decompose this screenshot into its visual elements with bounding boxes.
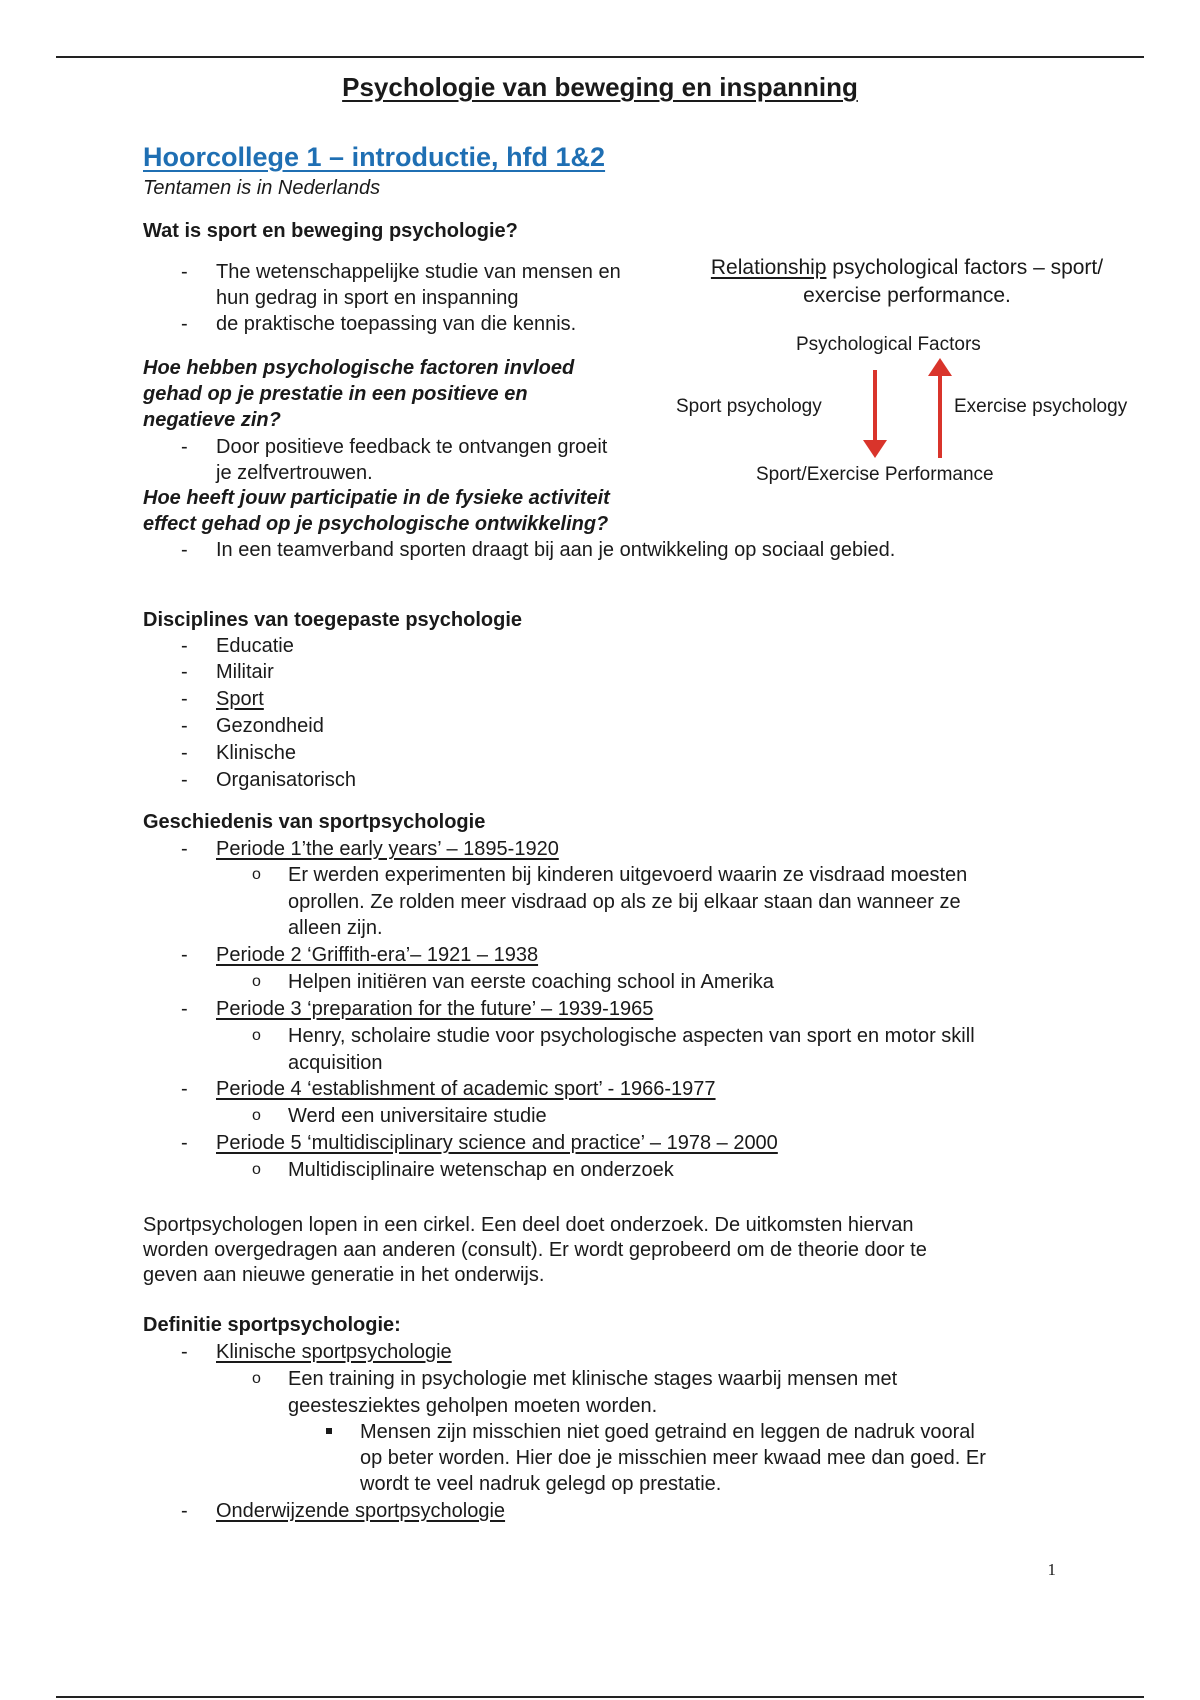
period-4: Periode 4 ‘establishment of academic sport’ - 1966-1977 [216,1078,716,1100]
figure-caption-rest: psychological factors – sport/ [826,256,1104,279]
discipline-item: Gezondheid [216,715,324,737]
period-1-detail-line-2: oprollen. Ze rolden meer visdraad op als ze bij elkaar staan dan wanneer ze [288,891,961,913]
figure-label-psychological-factors: Psychological Factors [796,334,981,355]
q2-bullet-line-2: je zelfvertrouwen. [216,462,373,484]
definition-item-1-sub-line-2: op beter worden. Hier doe je misschien meer kwaad mee dan goed. Er [360,1447,986,1469]
period-3-detail-line-2: acquisition [288,1052,383,1074]
q1-bullet-2: de praktische toepassing van die kennis. [216,313,577,335]
page-number: 1 [1047,1560,1056,1579]
arrow-down-icon [863,370,887,458]
figure-label-performance: Sport/Exercise Performance [756,464,994,485]
circle-bullet-icon: o [252,866,261,883]
q3-line-1: Hoe heeft jouw participatie in de fysieke activiteit [143,487,610,509]
definition-heading: Definitie sportpsychologie: [143,1314,401,1336]
definition-item-2: Onderwijzende sportpsychologie [216,1500,506,1522]
square-bullet-icon [326,1428,332,1434]
figure-label-exercise-psychology: Exercise psychology [954,396,1128,417]
q1-bullet-1-line-1: The wetenschappelijke studie van mensen en [216,261,621,283]
figure-label-sport-psychology: Sport psychology [676,396,822,417]
circle-bullet-icon: o [252,1161,261,1178]
q2-line-3: negatieve zin? [143,409,281,431]
definition-item-1-detail-line-2: geestesziektes geholpen moeten worden. [288,1395,658,1417]
dash-bullet: - [181,1078,188,1100]
dash-bullet: - [181,715,188,737]
period-1-detail-line-1: Er werden experimenten bij kinderen uitgevoerd waarin ze visdraad moesten [288,864,968,886]
lecture-note: Tentamen is in Nederlands [143,177,381,199]
period-2-detail: Helpen initiëren van eerste coaching school in Amerika [288,971,774,993]
disciplines-heading: Disciplines van toegepaste psychologie [143,609,523,631]
circle-bullet-icon: o [252,1107,261,1124]
dash-bullet: - [181,661,188,683]
figure-caption-line-2: exercise performance. [803,284,1011,307]
dash-bullet: - [181,1500,188,1522]
discipline-item: Educatie [216,635,294,657]
top-rule [56,56,1144,58]
discipline-item: Klinische [216,742,297,764]
dash-bullet: - [181,998,188,1020]
circle-bullet-icon: o [252,1370,261,1387]
period-4-detail: Werd een universitaire studie [288,1105,547,1127]
figure-caption-underlined: Relationship [710,256,827,279]
circle-bullet-icon: o [252,973,261,990]
dash-bullet: - [181,313,188,335]
dash-bullet: - [181,436,188,458]
bottom-rule [56,1696,1144,1698]
q2-line-2: gehad op je prestatie in een positieve en [143,383,528,405]
period-1: Periode 1’the early years’ – 1895-1920 [216,838,559,860]
q3-bullet: In een teamverband sporten draagt bij aan je ontwikkeling op sociaal gebied. [216,539,896,561]
dash-bullet: - [181,539,188,561]
dash-bullet: - [181,944,188,966]
period-5: Periode 5 ‘multidisciplinary science and practice’ – 1978 – 2000 [216,1132,778,1154]
q2-bullet-line-1: Door positieve feedback te ontvangen groeit [216,436,608,458]
discipline-item: Militair [216,661,274,683]
definition-item-1-detail-line-1: Een training in psychologie met klinische stages waarbij mensen met [288,1368,898,1390]
dash-bullet: - [181,635,188,657]
period-1-detail-line-3: alleen zijn. [288,917,383,939]
dash-bullet: - [181,261,188,283]
lecture-heading: Hoorcollege 1 – introductie, hfd 1&2 [143,142,606,172]
dash-bullet: - [181,769,188,791]
paragraph-line-3: geven aan nieuwe generatie in het onderwijs. [143,1264,545,1286]
period-3-detail-line-1: Henry, scholaire studie voor psychologische aspecten van sport en motor skill [288,1025,975,1047]
dash-bullet: - [181,1132,188,1154]
definition-item-1-sub-line-1: Mensen zijn misschien niet goed getraind en leggen de nadruk vooral [360,1421,975,1443]
dash-bullet: - [181,688,188,710]
q3-line-2: effect gehad op je psychologische ontwikkeling? [143,513,609,535]
definition-item-1-sub-line-3: wordt te veel nadruk gelegd op prestatie. [360,1473,722,1495]
period-5-detail: Multidisciplinaire wetenschap en onderzoek [288,1159,674,1181]
definition-item-1: Klinische sportpsychologie [216,1341,452,1363]
period-3: Periode 3 ‘preparation for the future’ – 1939-1965 [216,998,654,1020]
dash-bullet: - [181,1341,188,1363]
relationship-figure [672,242,1142,502]
q2-line-1: Hoe hebben psychologische factoren invloed [143,357,575,379]
discipline-item: Organisatorisch [216,769,357,791]
circle-bullet-icon: o [252,1027,261,1044]
paragraph-line-1: Sportpsychologen lopen in een cirkel. Een deel doet onderzoek. De uitkomsten hiervan [143,1214,914,1236]
figure-arrows [672,242,1142,502]
discipline-item: Sport [216,688,264,710]
history-heading: Geschiedenis van sportpsychologie [143,811,486,833]
paragraph-line-2: worden overgedragen aan anderen (consult). Er wordt geprobeerd om de theorie door te [143,1239,927,1261]
arrow-up-icon [928,358,952,458]
dash-bullet: - [181,838,188,860]
document-title: Psychologie van beweging en inspanning [342,72,858,102]
q1-bullet-1-line-2: hun gedrag in sport en inspanning [216,287,519,309]
dash-bullet: - [181,742,188,764]
q1-heading: Wat is sport en beweging psychologie? [143,220,518,242]
period-2: Periode 2 ‘Griffith-era’– 1921 – 1938 [216,944,539,966]
